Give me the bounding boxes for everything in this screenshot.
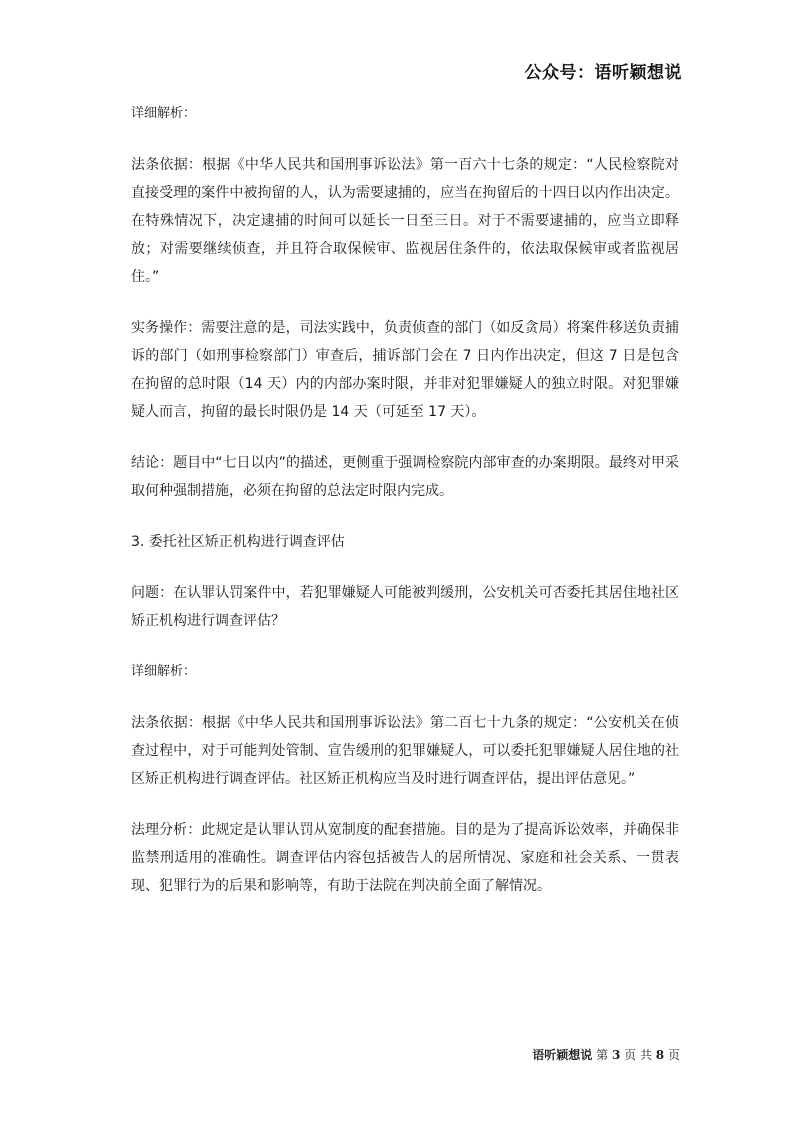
- document-body: [131, 100, 679, 923]
- paragraph-conclusion: 结论：题目中“七日以内”的描述，更侧重于强调检察院内部审查的办案期限。最终对甲采取何种强制措施，必须在拘留的总法定时限内完成。: [131, 455, 679, 499]
- footer-mid: 页 共: [624, 1048, 652, 1062]
- footer-brand: 语听颖想说: [532, 1048, 593, 1062]
- header-brand: 公众号：语听颖想说: [524, 63, 682, 83]
- footer-suffix: 页: [667, 1048, 680, 1062]
- footer-prefix: 第: [596, 1048, 609, 1062]
- section-heading-3: 3. 委托社区矫正机构进行调查评估: [131, 534, 345, 550]
- footer-total-pages: 8: [655, 1048, 665, 1062]
- footer-page-number: 3: [611, 1048, 621, 1062]
- page-footer: [532, 1046, 680, 1063]
- paragraph-legal-theory: 法理分析：此规定是认罪认罚从宽制度的配套措施。目的是为了提高诉讼效率，并确保非监禁刑适用的准确性。调查评估内容包括被告人的居所情况、家庭和社会关系、一贯表现、犯罪行为的后果和影响等，有助于法院在判决前全面了解情况。: [131, 822, 679, 894]
- paragraph-detail-heading-2: 详细解析：: [131, 664, 197, 679]
- paragraph-practice: 实务操作：需要注意的是，司法实践中，负责侦查的部门（如反贪局）将案件移送负责捕诉的部门（如刑事检察部门）审查后，捕诉部门会在 7 日内作出决定，但这 7 日是包含在拘留的总时限（14 天）内的内部办案时限，并非对犯罪嫌疑人的独立时限。对犯罪嫌疑人而言，拘留的最长时限仍是 14 天（可延至 17 天）。: [131, 320, 679, 420]
- paragraph-legal-basis-2: 法条依据：根据《中华人民共和国刑事诉讼法》第二百七十九条的规定：“公安机关在侦查过程中，对于可能判处管制、宣告缓刑的犯罪嫌疑人，可以委托犯罪嫌疑人居住地的社区矫正机构进行调查评估。社区矫正机构应当及时进行调查评估，提出评估意见。”: [131, 715, 679, 787]
- paragraph-question: 问题：在认罪认罚案件中，若犯罪嫌疑人可能被判缓刑，公安机关可否委托其居住地社区矫正机构进行调查评估？: [131, 585, 679, 629]
- paragraph-legal-basis-1: 法条依据：根据《中华人民共和国刑事诉讼法》第一百六十七条的规定：“人民检察院对直接受理的案件中被拘留的人，认为需要逮捕的，应当在拘留后的十四日以内作出决定。在特殊情况下，决定逮捕的时间可以延长一日至三日。对于不需要逮捕的，应当立即释放；对需要继续侦查，并且符合取保候审、监视居住条件的，依法取保候审或者监视居住。”: [131, 157, 679, 285]
- paragraph-detail-heading-1: 详细解析：: [131, 106, 197, 121]
